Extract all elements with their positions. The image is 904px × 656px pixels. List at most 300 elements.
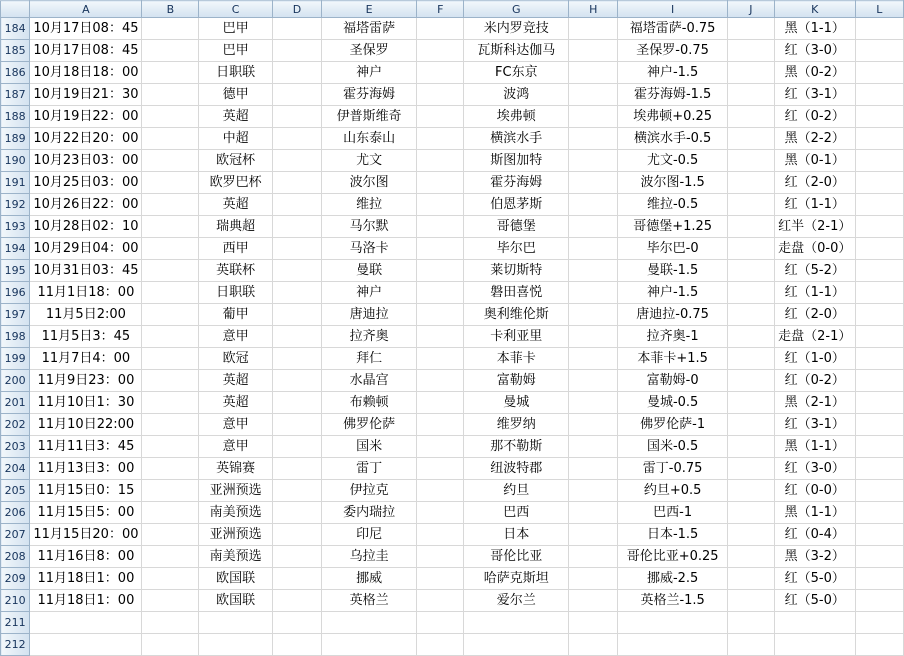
cell-I195[interactable]: 曼联-1.5: [618, 260, 728, 282]
cell-K205[interactable]: 红（0-0）: [774, 480, 855, 502]
cell-K194[interactable]: 走盘（0-0）: [774, 238, 855, 260]
cell-K211[interactable]: [774, 612, 855, 634]
cell-L193[interactable]: [855, 216, 903, 238]
table-row[interactable]: [1, 18, 904, 40]
cell-H189[interactable]: [569, 128, 618, 150]
cell-C189[interactable]: 中超: [199, 128, 273, 150]
cell-A197[interactable]: 11月5日2:00: [30, 304, 142, 326]
cell-H186[interactable]: [569, 62, 618, 84]
cell-E202[interactable]: 佛罗伦萨: [321, 414, 416, 436]
table-row[interactable]: [1, 40, 904, 62]
cell-L186[interactable]: [855, 62, 903, 84]
cell-L187[interactable]: [855, 84, 903, 106]
cell-J186[interactable]: [727, 62, 774, 84]
cell-D197[interactable]: [272, 304, 321, 326]
cell-A198[interactable]: 11月5日3：45: [30, 326, 142, 348]
cell-L202[interactable]: [855, 414, 903, 436]
row-header[interactable]: 205: [1, 480, 30, 502]
cell-K208[interactable]: 黑（3-2）: [774, 546, 855, 568]
row-header[interactable]: 184: [1, 18, 30, 40]
cell-F184[interactable]: [417, 18, 464, 40]
cell-C184[interactable]: 巴甲: [199, 18, 273, 40]
cell-K209[interactable]: 红（5-0）: [774, 568, 855, 590]
cell-I204[interactable]: 雷丁-0.75: [618, 458, 728, 480]
cell-D211[interactable]: [272, 612, 321, 634]
cell-K193[interactable]: 红半（2-1）: [774, 216, 855, 238]
cell-I188[interactable]: 埃弗顿+0.25: [618, 106, 728, 128]
cell-A211[interactable]: [30, 612, 142, 634]
cell-C207[interactable]: 亚洲预选: [199, 524, 273, 546]
cell-E204[interactable]: 雷丁: [321, 458, 416, 480]
row-header[interactable]: 199: [1, 348, 30, 370]
cell-H205[interactable]: [569, 480, 618, 502]
cell-I207[interactable]: 日本-1.5: [618, 524, 728, 546]
cell-G189[interactable]: 横滨水手: [464, 128, 569, 150]
cell-I210[interactable]: 英格兰-1.5: [618, 590, 728, 612]
cell-B211[interactable]: [142, 612, 199, 634]
table-row[interactable]: [1, 62, 904, 84]
cell-F202[interactable]: [417, 414, 464, 436]
cell-L192[interactable]: [855, 194, 903, 216]
cell-C197[interactable]: 葡甲: [199, 304, 273, 326]
cell-H203[interactable]: [569, 436, 618, 458]
cell-K196[interactable]: 红（1-1）: [774, 282, 855, 304]
cell-G212[interactable]: [464, 634, 569, 656]
row-header[interactable]: 197: [1, 304, 30, 326]
table-row[interactable]: [1, 106, 904, 128]
cell-G192[interactable]: 伯恩茅斯: [464, 194, 569, 216]
cell-L200[interactable]: [855, 370, 903, 392]
cell-D190[interactable]: [272, 150, 321, 172]
cell-C192[interactable]: 英超: [199, 194, 273, 216]
cell-J198[interactable]: [727, 326, 774, 348]
cell-J187[interactable]: [727, 84, 774, 106]
cell-J209[interactable]: [727, 568, 774, 590]
cell-B186[interactable]: [142, 62, 199, 84]
cell-H208[interactable]: [569, 546, 618, 568]
cell-J189[interactable]: [727, 128, 774, 150]
cell-A187[interactable]: 10月19日21：30: [30, 84, 142, 106]
cell-B206[interactable]: [142, 502, 199, 524]
cell-F206[interactable]: [417, 502, 464, 524]
cell-L203[interactable]: [855, 436, 903, 458]
table-row[interactable]: [1, 436, 904, 458]
cell-D204[interactable]: [272, 458, 321, 480]
cell-B191[interactable]: [142, 172, 199, 194]
cell-A203[interactable]: 11月11日3：45: [30, 436, 142, 458]
cell-D195[interactable]: [272, 260, 321, 282]
cell-C211[interactable]: [199, 612, 273, 634]
cell-H195[interactable]: [569, 260, 618, 282]
cell-K187[interactable]: 红（3-1）: [774, 84, 855, 106]
cell-I193[interactable]: 哥德堡+1.25: [618, 216, 728, 238]
cell-A205[interactable]: 11月15日0：15: [30, 480, 142, 502]
cell-D206[interactable]: [272, 502, 321, 524]
cell-B210[interactable]: [142, 590, 199, 612]
cell-D192[interactable]: [272, 194, 321, 216]
cell-F193[interactable]: [417, 216, 464, 238]
cell-D207[interactable]: [272, 524, 321, 546]
cell-B208[interactable]: [142, 546, 199, 568]
cell-I196[interactable]: 神户-1.5: [618, 282, 728, 304]
cell-K185[interactable]: 红（3-0）: [774, 40, 855, 62]
cell-F211[interactable]: [417, 612, 464, 634]
cell-H206[interactable]: [569, 502, 618, 524]
row-header[interactable]: 202: [1, 414, 30, 436]
cell-K202[interactable]: 红（3-1）: [774, 414, 855, 436]
cell-G208[interactable]: 哥伦比亚: [464, 546, 569, 568]
cell-H196[interactable]: [569, 282, 618, 304]
cell-K200[interactable]: 红（0-2）: [774, 370, 855, 392]
table-row[interactable]: [1, 348, 904, 370]
cell-B197[interactable]: [142, 304, 199, 326]
cell-D196[interactable]: [272, 282, 321, 304]
table-row[interactable]: [1, 524, 904, 546]
cell-I209[interactable]: 挪威-2.5: [618, 568, 728, 590]
cell-E197[interactable]: 唐迪拉: [321, 304, 416, 326]
cell-E189[interactable]: 山东泰山: [321, 128, 416, 150]
cell-D200[interactable]: [272, 370, 321, 392]
cell-D184[interactable]: [272, 18, 321, 40]
cell-A192[interactable]: 10月26日22：00: [30, 194, 142, 216]
cell-C196[interactable]: 日职联: [199, 282, 273, 304]
table-row[interactable]: [1, 84, 904, 106]
cell-I201[interactable]: 曼城-0.5: [618, 392, 728, 414]
cell-J202[interactable]: [727, 414, 774, 436]
table-row[interactable]: [1, 216, 904, 238]
cell-J196[interactable]: [727, 282, 774, 304]
cell-G204[interactable]: 纽波特郡: [464, 458, 569, 480]
cell-K204[interactable]: 红（3-0）: [774, 458, 855, 480]
cell-J199[interactable]: [727, 348, 774, 370]
cell-F203[interactable]: [417, 436, 464, 458]
row-header[interactable]: 211: [1, 612, 30, 634]
cell-E200[interactable]: 水晶宫: [321, 370, 416, 392]
cell-B194[interactable]: [142, 238, 199, 260]
cell-I200[interactable]: 富勒姆-0: [618, 370, 728, 392]
cell-K197[interactable]: 红（2-0）: [774, 304, 855, 326]
cell-B200[interactable]: [142, 370, 199, 392]
cell-G199[interactable]: 本菲卡: [464, 348, 569, 370]
cell-A185[interactable]: 10月17日08：45: [30, 40, 142, 62]
table-row[interactable]: [1, 392, 904, 414]
cell-C199[interactable]: 欧冠: [199, 348, 273, 370]
cell-F209[interactable]: [417, 568, 464, 590]
column-header-A[interactable]: A: [30, 1, 142, 18]
cell-H201[interactable]: [569, 392, 618, 414]
cell-J197[interactable]: [727, 304, 774, 326]
table-row[interactable]: [1, 282, 904, 304]
cell-B205[interactable]: [142, 480, 199, 502]
cell-B202[interactable]: [142, 414, 199, 436]
cell-G188[interactable]: 埃弗顿: [464, 106, 569, 128]
table-row[interactable]: [1, 480, 904, 502]
table-row[interactable]: [1, 634, 904, 656]
cell-D209[interactable]: [272, 568, 321, 590]
cell-B193[interactable]: [142, 216, 199, 238]
cell-G190[interactable]: 斯图加特: [464, 150, 569, 172]
cell-F199[interactable]: [417, 348, 464, 370]
cell-H211[interactable]: [569, 612, 618, 634]
cell-I192[interactable]: 维拉-0.5: [618, 194, 728, 216]
cell-E193[interactable]: 马尔默: [321, 216, 416, 238]
cell-G210[interactable]: 爱尔兰: [464, 590, 569, 612]
cell-F198[interactable]: [417, 326, 464, 348]
cell-D186[interactable]: [272, 62, 321, 84]
cell-F205[interactable]: [417, 480, 464, 502]
column-header-L[interactable]: L: [855, 1, 903, 18]
row-header[interactable]: 212: [1, 634, 30, 656]
row-header[interactable]: 207: [1, 524, 30, 546]
cell-C210[interactable]: 欧国联: [199, 590, 273, 612]
table-row[interactable]: [1, 150, 904, 172]
cell-A190[interactable]: 10月23日03：00: [30, 150, 142, 172]
cell-F189[interactable]: [417, 128, 464, 150]
cell-E198[interactable]: 拉齐奥: [321, 326, 416, 348]
cell-A188[interactable]: 10月19日22：00: [30, 106, 142, 128]
cell-G193[interactable]: 哥德堡: [464, 216, 569, 238]
cell-I202[interactable]: 佛罗伦萨-1: [618, 414, 728, 436]
cell-G207[interactable]: 日本: [464, 524, 569, 546]
cell-K191[interactable]: 红（2-0）: [774, 172, 855, 194]
cell-L205[interactable]: [855, 480, 903, 502]
column-header-F[interactable]: F: [417, 1, 464, 18]
table-row[interactable]: [1, 260, 904, 282]
cell-J185[interactable]: [727, 40, 774, 62]
cell-F200[interactable]: [417, 370, 464, 392]
cell-C187[interactable]: 德甲: [199, 84, 273, 106]
cell-F185[interactable]: [417, 40, 464, 62]
cell-H192[interactable]: [569, 194, 618, 216]
cell-E190[interactable]: 尤文: [321, 150, 416, 172]
cell-I191[interactable]: 波尔图-1.5: [618, 172, 728, 194]
cell-L199[interactable]: [855, 348, 903, 370]
cell-H198[interactable]: [569, 326, 618, 348]
cell-D193[interactable]: [272, 216, 321, 238]
cell-F201[interactable]: [417, 392, 464, 414]
cell-B198[interactable]: [142, 326, 199, 348]
cell-H184[interactable]: [569, 18, 618, 40]
cell-G196[interactable]: 磐田喜悦: [464, 282, 569, 304]
cell-J211[interactable]: [727, 612, 774, 634]
cell-L198[interactable]: [855, 326, 903, 348]
cell-G185[interactable]: 瓦斯科达伽马: [464, 40, 569, 62]
cell-A201[interactable]: 11月10日1：30: [30, 392, 142, 414]
cell-L209[interactable]: [855, 568, 903, 590]
cell-H207[interactable]: [569, 524, 618, 546]
cell-G194[interactable]: 毕尔巴: [464, 238, 569, 260]
cell-F208[interactable]: [417, 546, 464, 568]
cell-G191[interactable]: 霍芬海姆: [464, 172, 569, 194]
cell-E186[interactable]: 神户: [321, 62, 416, 84]
cell-I212[interactable]: [618, 634, 728, 656]
cell-I190[interactable]: 尤文-0.5: [618, 150, 728, 172]
cell-L204[interactable]: [855, 458, 903, 480]
cell-H209[interactable]: [569, 568, 618, 590]
cell-A210[interactable]: 11月18日1：00: [30, 590, 142, 612]
cell-C186[interactable]: 日职联: [199, 62, 273, 84]
column-header-C[interactable]: C: [199, 1, 273, 18]
cell-E184[interactable]: 福塔雷萨: [321, 18, 416, 40]
cell-G203[interactable]: 那不勒斯: [464, 436, 569, 458]
cell-B195[interactable]: [142, 260, 199, 282]
cell-K210[interactable]: 红（5-0）: [774, 590, 855, 612]
cell-A199[interactable]: 11月7日4：00: [30, 348, 142, 370]
cell-J192[interactable]: [727, 194, 774, 216]
cell-B209[interactable]: [142, 568, 199, 590]
cell-K212[interactable]: [774, 634, 855, 656]
cell-C208[interactable]: 南美预选: [199, 546, 273, 568]
cell-F186[interactable]: [417, 62, 464, 84]
cell-B199[interactable]: [142, 348, 199, 370]
cell-C185[interactable]: 巴甲: [199, 40, 273, 62]
cell-F196[interactable]: [417, 282, 464, 304]
cell-I206[interactable]: 巴西-1: [618, 502, 728, 524]
cell-I184[interactable]: 福塔雷萨-0.75: [618, 18, 728, 40]
cell-H185[interactable]: [569, 40, 618, 62]
cell-A191[interactable]: 10月25日03：00: [30, 172, 142, 194]
cell-D205[interactable]: [272, 480, 321, 502]
cell-E191[interactable]: 波尔图: [321, 172, 416, 194]
cell-L185[interactable]: [855, 40, 903, 62]
row-header[interactable]: 200: [1, 370, 30, 392]
cell-C212[interactable]: [199, 634, 273, 656]
row-header[interactable]: 185: [1, 40, 30, 62]
cell-H210[interactable]: [569, 590, 618, 612]
cell-B196[interactable]: [142, 282, 199, 304]
cell-J206[interactable]: [727, 502, 774, 524]
cell-L195[interactable]: [855, 260, 903, 282]
cell-E205[interactable]: 伊拉克: [321, 480, 416, 502]
cell-E196[interactable]: 神户: [321, 282, 416, 304]
cell-C203[interactable]: 意甲: [199, 436, 273, 458]
cell-G197[interactable]: 奥利维伦斯: [464, 304, 569, 326]
cell-F210[interactable]: [417, 590, 464, 612]
cell-C200[interactable]: 英超: [199, 370, 273, 392]
cell-I205[interactable]: 约旦+0.5: [618, 480, 728, 502]
cell-F207[interactable]: [417, 524, 464, 546]
cell-K188[interactable]: 红（0-2）: [774, 106, 855, 128]
cell-B190[interactable]: [142, 150, 199, 172]
cell-J200[interactable]: [727, 370, 774, 392]
cell-L196[interactable]: [855, 282, 903, 304]
cell-D194[interactable]: [272, 238, 321, 260]
cell-H200[interactable]: [569, 370, 618, 392]
cell-H202[interactable]: [569, 414, 618, 436]
cell-K198[interactable]: 走盘（2-1）: [774, 326, 855, 348]
cell-E203[interactable]: 国米: [321, 436, 416, 458]
cell-J205[interactable]: [727, 480, 774, 502]
cell-H194[interactable]: [569, 238, 618, 260]
cell-H191[interactable]: [569, 172, 618, 194]
cell-L184[interactable]: [855, 18, 903, 40]
cell-G201[interactable]: 曼城: [464, 392, 569, 414]
cell-E185[interactable]: 圣保罗: [321, 40, 416, 62]
cell-F188[interactable]: [417, 106, 464, 128]
cell-H204[interactable]: [569, 458, 618, 480]
cell-B212[interactable]: [142, 634, 199, 656]
row-header[interactable]: 210: [1, 590, 30, 612]
cell-A196[interactable]: 11月1日18：00: [30, 282, 142, 304]
table-row[interactable]: [1, 414, 904, 436]
cell-H212[interactable]: [569, 634, 618, 656]
cell-D202[interactable]: [272, 414, 321, 436]
cell-C195[interactable]: 英联杯: [199, 260, 273, 282]
cell-D198[interactable]: [272, 326, 321, 348]
row-header[interactable]: 208: [1, 546, 30, 568]
cell-L207[interactable]: [855, 524, 903, 546]
cell-E212[interactable]: [321, 634, 416, 656]
row-header[interactable]: 189: [1, 128, 30, 150]
cell-K184[interactable]: 黑（1-1）: [774, 18, 855, 40]
table-row[interactable]: [1, 194, 904, 216]
cell-H197[interactable]: [569, 304, 618, 326]
row-header[interactable]: 191: [1, 172, 30, 194]
cell-K199[interactable]: 红（1-0）: [774, 348, 855, 370]
table-row[interactable]: [1, 458, 904, 480]
cell-A195[interactable]: 10月31日03：45: [30, 260, 142, 282]
cell-E195[interactable]: 曼联: [321, 260, 416, 282]
cell-L212[interactable]: [855, 634, 903, 656]
cell-J190[interactable]: [727, 150, 774, 172]
cell-G195[interactable]: 莱切斯特: [464, 260, 569, 282]
table-row[interactable]: [1, 326, 904, 348]
row-header[interactable]: 195: [1, 260, 30, 282]
cell-J195[interactable]: [727, 260, 774, 282]
cell-L190[interactable]: [855, 150, 903, 172]
cell-I211[interactable]: [618, 612, 728, 634]
cell-B187[interactable]: [142, 84, 199, 106]
table-row[interactable]: [1, 304, 904, 326]
cell-J193[interactable]: [727, 216, 774, 238]
cell-D203[interactable]: [272, 436, 321, 458]
cell-D189[interactable]: [272, 128, 321, 150]
cell-C188[interactable]: 英超: [199, 106, 273, 128]
row-header[interactable]: 209: [1, 568, 30, 590]
row-header[interactable]: 201: [1, 392, 30, 414]
cell-C193[interactable]: 瑞典超: [199, 216, 273, 238]
cell-H187[interactable]: [569, 84, 618, 106]
cell-H199[interactable]: [569, 348, 618, 370]
cell-G200[interactable]: 富勒姆: [464, 370, 569, 392]
cell-G187[interactable]: 波鸿: [464, 84, 569, 106]
cell-H190[interactable]: [569, 150, 618, 172]
cell-I198[interactable]: 拉齐奥-1: [618, 326, 728, 348]
row-header[interactable]: 194: [1, 238, 30, 260]
cell-K207[interactable]: 红（0-4）: [774, 524, 855, 546]
cell-A212[interactable]: [30, 634, 142, 656]
table-row[interactable]: [1, 502, 904, 524]
cell-L188[interactable]: [855, 106, 903, 128]
cell-D191[interactable]: [272, 172, 321, 194]
cell-G184[interactable]: 米内罗竞技: [464, 18, 569, 40]
cell-E188[interactable]: 伊普斯维奇: [321, 106, 416, 128]
table-row[interactable]: [1, 546, 904, 568]
row-header[interactable]: 190: [1, 150, 30, 172]
cell-I208[interactable]: 哥伦比亚+0.25: [618, 546, 728, 568]
cell-A194[interactable]: 10月29日04：00: [30, 238, 142, 260]
cell-B203[interactable]: [142, 436, 199, 458]
cell-K192[interactable]: 红（1-1）: [774, 194, 855, 216]
cell-E199[interactable]: 拜仁: [321, 348, 416, 370]
cell-E208[interactable]: 乌拉圭: [321, 546, 416, 568]
cell-C190[interactable]: 欧冠杯: [199, 150, 273, 172]
cell-J208[interactable]: [727, 546, 774, 568]
cell-A189[interactable]: 10月22日20：00: [30, 128, 142, 150]
cell-D201[interactable]: [272, 392, 321, 414]
cell-K189[interactable]: 黑（2-2）: [774, 128, 855, 150]
cell-A186[interactable]: 10月18日18：00: [30, 62, 142, 84]
